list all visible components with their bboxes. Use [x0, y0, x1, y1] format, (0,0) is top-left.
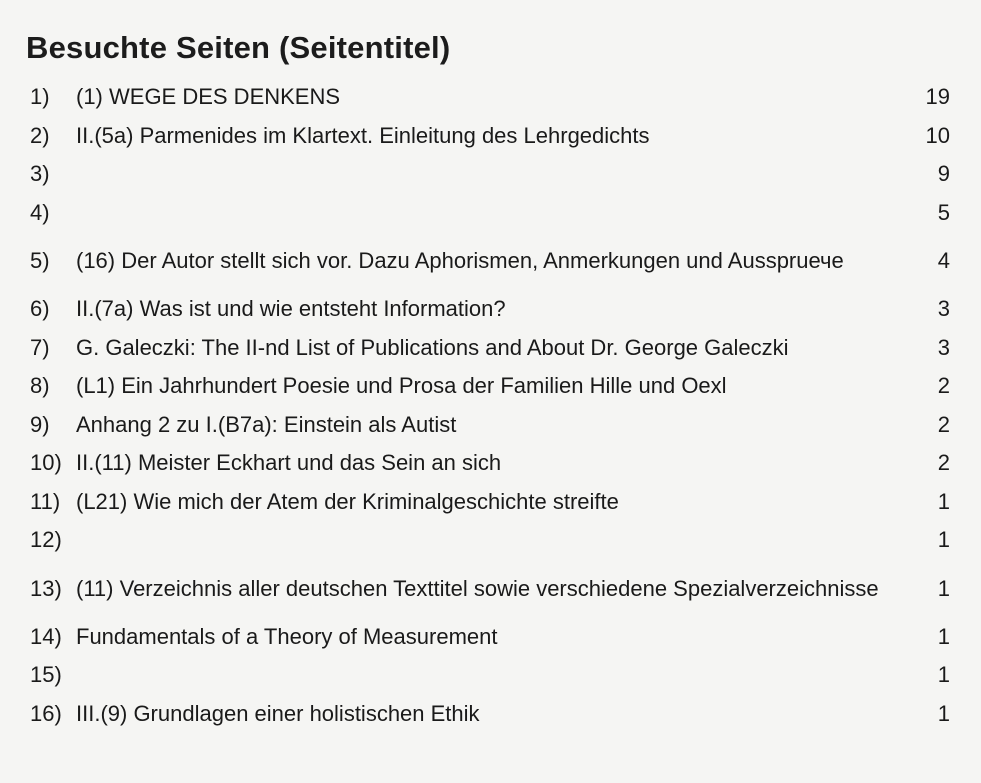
list-item-title: Fundamentals of a Theory of Measurement [76, 623, 498, 649]
list-item [30, 78, 970, 117]
list-item-count: 2 [937, 411, 950, 437]
list-item-number: 1) [30, 84, 50, 110]
list-item-count: 10 [925, 122, 950, 148]
list-item-count: 1 [937, 623, 950, 649]
list-item-number: 11) [30, 488, 61, 514]
list-item-count: 3 [937, 296, 950, 322]
list-item [30, 521, 970, 560]
list-item-number: 10) [30, 450, 62, 476]
list-item [30, 290, 970, 329]
list-item-title: III.(9) Grundlagen einer holistischen Ethik [76, 700, 480, 726]
list-item-number: 16) [30, 700, 62, 726]
list-item [30, 155, 970, 194]
list-item-count: 2 [937, 373, 950, 399]
list-item-count: 1 [937, 575, 950, 601]
list-item-title: II.(5a) Parmenides im Klartext. Einleitung des Lehrgedichts [76, 122, 650, 148]
visited-pages-list [30, 78, 970, 733]
list-item-number: 8) [30, 373, 50, 399]
list-item-count: 1 [937, 488, 950, 514]
list-item-number: 4) [30, 199, 50, 225]
list-item-number: 9) [30, 411, 50, 437]
list-item-count: 9 [937, 161, 950, 187]
list-item-count: 4 [937, 248, 950, 273]
list-item-count: 2 [937, 450, 950, 476]
list-item [30, 329, 970, 368]
list-item-number: 15) [30, 662, 62, 688]
list-item-title: G. Galeczki: The II-nd List of Publications and About Dr. George Galeczki [76, 334, 789, 360]
list-item [30, 618, 970, 657]
list-item-title: (11) Verzeichnis aller deutschen Texttitel sowie verschiedene Spezialverzeichnisse [76, 575, 879, 601]
list-item-count: 3 [937, 334, 950, 360]
list-item [30, 367, 970, 406]
list-item-count: 19 [925, 84, 950, 110]
list-item-number: 2) [30, 122, 50, 148]
list-item-number: 14) [30, 623, 62, 649]
page-title: Besuchte Seiten (Seitentitel) [26, 30, 451, 65]
list-item [30, 560, 970, 618]
list-item-count: 1 [937, 700, 950, 726]
list-item-count: 1 [937, 527, 950, 553]
list-item-number: 13) [30, 575, 62, 601]
list-item-number: 12) [30, 527, 62, 553]
list-item [30, 483, 970, 522]
list-item [30, 117, 970, 156]
list-item-title: II.(7a) Was ist und wie entsteht Information? [76, 296, 506, 322]
list-item-title: (L21) Wie mich der Atem der Kriminalgeschichte streifte [76, 488, 619, 514]
list-item [30, 444, 970, 483]
list-item-title: (L1) Ein Jahrhundert Poesie und Prosa der Familien Hille und Oexl [76, 373, 727, 399]
list-item [30, 406, 970, 445]
list-item [30, 695, 970, 734]
list-item-count: 5 [937, 199, 950, 225]
list-item-title: Anhang 2 zu I.(B7a): Einstein als Autist [76, 411, 457, 437]
list-item [30, 656, 970, 695]
list-item-title: (1) WEGE DES DENKENS [76, 84, 341, 110]
list-item-number: 5) [30, 248, 50, 273]
list-item-title: (16) Der Autor stellt sich vor. Dazu Aphorismen, Anmerkungen und Ausspruече [76, 248, 844, 273]
list-item-number: 6) [30, 296, 50, 322]
list-item-title: II.(11) Meister Eckhart und das Sein an sich [76, 450, 502, 476]
list-item-number: 3) [30, 161, 50, 187]
list-item [30, 232, 970, 290]
list-item [30, 194, 970, 233]
list-item-number: 7) [30, 334, 50, 360]
list-item-count: 1 [937, 662, 950, 688]
